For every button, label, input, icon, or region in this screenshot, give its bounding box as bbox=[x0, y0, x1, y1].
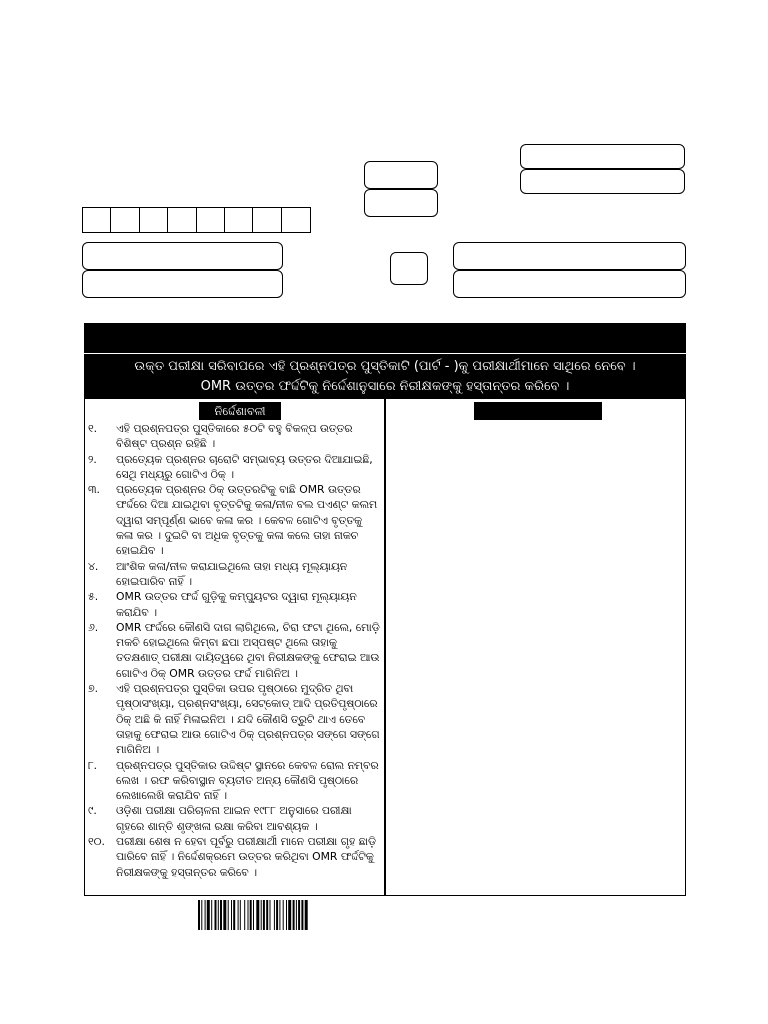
barcode-icon bbox=[198, 900, 356, 930]
roll-digit-box[interactable] bbox=[281, 207, 311, 233]
left-field-1[interactable] bbox=[82, 242, 283, 270]
instruction-item bbox=[88, 758, 380, 804]
roll-digit-box[interactable] bbox=[110, 207, 140, 233]
instruction-text: ଏହି ପ୍ରଶ୍ନପତ୍ର ପୁସ୍ତିକାରେ ୫୦ଟି ବହୁ ବିକଳ୍ପ ଉତ୍ତର ବିଶିଷ୍ଟ ପ୍ରଶ୍ନ ରହିଛି । bbox=[116, 422, 353, 451]
panel-divider bbox=[384, 398, 386, 896]
instruction-item bbox=[88, 834, 380, 880]
top-right-field-1[interactable] bbox=[520, 144, 685, 169]
instruction-number: ୧୦. bbox=[88, 835, 105, 849]
right-field-1[interactable] bbox=[453, 242, 686, 270]
right-field-2[interactable] bbox=[453, 270, 686, 298]
center-field-upper[interactable] bbox=[364, 161, 438, 189]
instruction-number: ୯. bbox=[88, 804, 97, 818]
set-code-box[interactable] bbox=[390, 252, 428, 285]
instruction-item bbox=[88, 620, 380, 681]
instruction-item bbox=[88, 452, 380, 483]
notice-line-1: ଉକ୍ତ ପରୀକ୍ଷା ସରିବାପରେ ଏହି ପ୍ରଶ୍ନପତ୍ର ପୁସ୍ତିକାଟି (ପାର୍ଟ - )କୁ ପରୀକ୍ଷାର୍ଥୀମାନେ ସାଥିରେ ନେବେ । bbox=[134, 359, 636, 374]
instruction-item bbox=[88, 482, 380, 558]
instruction-text: ପ୍ରଶ୍ନପତ୍ର ପୁସ୍ତିକାର ଉଦ୍ଦିଷ୍ଟ ସ୍ଥାନରେ କେବଳ ରୋଲ ନମ୍ବର ଲେଖ । ରଫ କରିବାସ୍ଥାନ ବ୍ୟତୀତ ଅନ୍ୟ କୌଣସି ପୃଷ୍ଠାରେ ଲେଖାଲେଖି କରାଯିବ ନାହିଁ । bbox=[116, 758, 379, 803]
instructions-title: ନିର୍ଦ୍ଦେଶାବଳୀ bbox=[199, 402, 281, 420]
center-field-lower[interactable] bbox=[364, 189, 438, 217]
roll-digit-box[interactable] bbox=[167, 207, 197, 233]
instruction-number: ୫. bbox=[88, 590, 99, 604]
instruction-item bbox=[88, 803, 380, 834]
roll-number-boxes bbox=[82, 207, 311, 233]
instruction-text: ପ୍ରତ୍ୟେକ ପ୍ରଶ୍ନର ଠିକ୍ ଉତ୍ତରଟିକୁ ବାଛି OMR ଉତ୍ତର ଫର୍ଦ୍ଦରେ ଦିଆ ଯାଇଥିବା ବୃତ୍ତଟିକୁ କଳା/ନୀଳ ବଲ ପଏଣ୍ଟ କଲମ ଦ୍ୱାରା ସମ୍ପୂର୍ଣ୍ଣ ଭାବେ କଳା କର । କେବଳ ଗୋଟିଏ ବୃତ୍ତକୁ କଳା କର । ଦୁଇଟି ବା ଅଧିକ ବୃତ୍ତକୁ କଳା କଲେ ତାହା ନାକଚ ହୋଇଯିବ । bbox=[116, 483, 378, 558]
title-bar bbox=[84, 323, 686, 353]
instruction-number: ୧. bbox=[88, 422, 98, 435]
instruction-text: OMR ଉତ୍ତର ଫର୍ଦ୍ଦ ଗୁଡ଼ିକୁ କମ୍ପ୍ୟୁଟର ଦ୍ୱାରା ମୂଲ୍ୟାୟନ କରାଯିବ । bbox=[116, 590, 357, 619]
instruction-text: ଓଡ଼ିଶା ପରୀକ୍ଷା ପରିଚାଳନା ଆଇନ ୧୯୮୮ ଅନୁସାରେ ପରୀକ୍ଷା ଗୃହରେ ଶାନ୍ତି ଶୃଙ୍ଖଳା ରକ୍ଷା କରିବା ଆବଶ୍ୟକ । bbox=[116, 804, 352, 833]
instruction-item bbox=[88, 681, 380, 757]
instruction-item bbox=[88, 421, 380, 452]
instruction-number: ୪. bbox=[88, 559, 99, 573]
instruction-item bbox=[88, 559, 380, 590]
header-notice bbox=[84, 354, 686, 398]
roll-digit-box[interactable] bbox=[82, 207, 112, 233]
instruction-number: ୬. bbox=[88, 620, 99, 634]
instruction-number: ୨. bbox=[88, 452, 97, 466]
right-column-title bbox=[474, 402, 602, 420]
notice-line-2: OMR ଉତ୍ତର ଫର୍ଦ୍ଦଟିକୁ ନିର୍ଦ୍ଦେଶାନୁସାରେ ନିରୀକ୍ଷକଙ୍କୁ ହସ୍ତାନ୍ତର କରିବେ । bbox=[200, 379, 570, 394]
roll-digit-box[interactable] bbox=[139, 207, 169, 233]
top-right-field-2[interactable] bbox=[520, 169, 685, 194]
instruction-text: ପରୀକ୍ଷା ଶେଷ ନ ହେବା ପୂର୍ବରୁ ପରୀକ୍ଷାର୍ଥୀ ମାନେ ପରୀକ୍ଷା ଗୃହ ଛାଡ଼ି ପାରିବେ ନାହିଁ । ନିର୍ଦ୍ଦେଶକ୍ରମେ ଉତ୍ତର କରିଥିବା OMR ଫର୍ଦ୍ଦଟିକୁ ନିରୀକ୍ଷକଙ୍କୁ ହସ୍ତାନ୍ତର କରିବେ । bbox=[116, 835, 376, 879]
instruction-number: ୩. bbox=[88, 483, 100, 497]
instruction-number: ୮. bbox=[88, 758, 98, 772]
instruction-text: OMR ଫର୍ଦ୍ଦରେ କୌଣସି ଦାଗ ଲାଗିଥିଲେ, ଚିରା ଫଟା ଥିଲେ, ମୋଡ଼ି ମକଚି ହୋଇଥିଲେ କିମ୍ବା ଛପା ଅସ୍ପଷ୍ଟ ଥିଲେ ତାହାକୁ ତତକ୍ଷଣାତ୍ ପରୀକ୍ଷା ଦାୟିତ୍ୱରେ ଥିବା ନିରୀକ୍ଷକଙ୍କୁ ଫେରାଇ ଆଉ ଗୋଟିଏ ଠିକ୍ OMR ଉତ୍ତର ଫର୍ଦ୍ଦ ମାଗିନିଅ । bbox=[116, 620, 380, 680]
instruction-text: ପ୍ରତ୍ୟେକ ପ୍ରଶ୍ନର ଚାରୋଟି ସମ୍ଭାବ୍ୟ ଉତ୍ତର ଦିଆଯାଇଛି, ସେଥି ମଧ୍ୟରୁ ଗୋଟିଏ ଠିକ୍ । bbox=[116, 452, 373, 481]
roll-digit-box[interactable] bbox=[224, 207, 254, 233]
instruction-text: ଆଂଶିକ କଳା/ନୀଳ କରାଯାଇଥିଲେ ତାହା ମଧ୍ୟ ମୂଲ୍ୟାୟନ ହୋଇପାରିବ ନାହିଁ । bbox=[116, 559, 348, 588]
left-field-2[interactable] bbox=[82, 270, 283, 298]
instruction-number: ୭. bbox=[88, 682, 99, 696]
instruction-item bbox=[88, 589, 380, 620]
roll-digit-box[interactable] bbox=[252, 207, 282, 233]
instructions-list bbox=[88, 421, 380, 880]
instruction-text: ଏହି ପ୍ରଶ୍ନପତ୍ର ପୁସ୍ତିକା ଉପର ପୃଷ୍ଠାରେ ମୁଦ୍ରିତ ଥିବା ପୃଷ୍ଠାସଂଖ୍ୟା, ପ୍ରଶ୍ନସଂଖ୍ୟା, ସେଟ୍‌କୋଡ୍ ଆଦି ପ୍ରତିପୃଷ୍ଠାରେ ଠିକ୍ ଅଛି କି ନାହିଁ ମିଳାଇନିଅ । ଯଦି କୌଣସି ତ୍ରୁଟି ଥାଏ ତେବେ ତାହାକୁ ଫେରାଇ ଆଉ ଗୋଟିଏ ଠିକ୍ ପ୍ରଶ୍ନପତ୍ର ସଙ୍ଗେ ସଙ୍ଗେ ମାଗିନିଅ । bbox=[116, 682, 380, 757]
roll-digit-box[interactable] bbox=[196, 207, 226, 233]
